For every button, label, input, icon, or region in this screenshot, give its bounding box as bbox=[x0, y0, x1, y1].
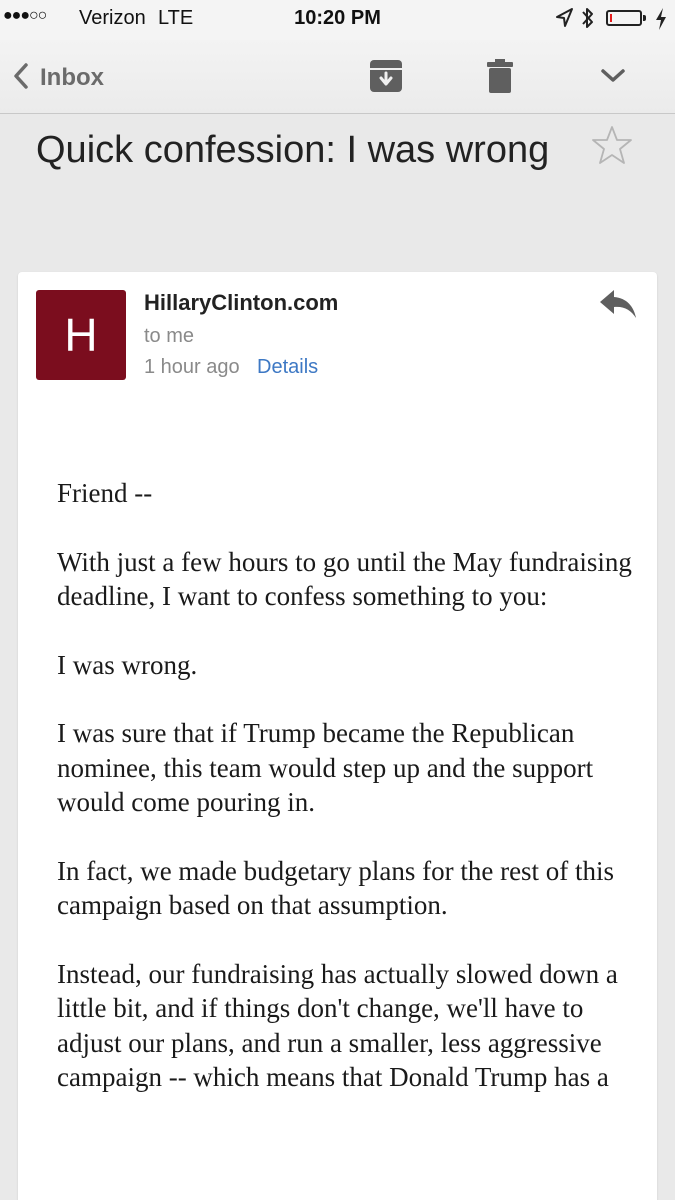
message-time: 1 hour ago bbox=[144, 356, 240, 378]
back-chevron-icon bbox=[10, 56, 32, 101]
reply-button[interactable] bbox=[596, 286, 640, 322]
star-button[interactable] bbox=[590, 124, 634, 168]
back-label: Inbox bbox=[40, 64, 104, 91]
archive-icon bbox=[369, 59, 403, 98]
delete-button[interactable] bbox=[480, 58, 520, 98]
body-paragraph: In fact, we made budgetary plans for the rest of this campaign based on that assumption. bbox=[57, 855, 615, 920]
bluetooth-icon bbox=[580, 5, 596, 37]
back-to-inbox-button[interactable] bbox=[10, 58, 104, 98]
carrier-name: Verizon bbox=[79, 7, 146, 29]
signal-strength-icon: ●●●○○ bbox=[3, 7, 47, 24]
message-body bbox=[57, 476, 647, 1129]
location-arrow-icon bbox=[554, 6, 574, 36]
reply-icon bbox=[596, 309, 640, 326]
recipient-line: to me bbox=[144, 325, 195, 347]
more-options-button[interactable] bbox=[593, 58, 633, 98]
network-type: LTE bbox=[158, 7, 194, 29]
email-subject: Quick confession: I was wrong bbox=[36, 129, 550, 171]
details-link[interactable]: Details bbox=[257, 356, 319, 378]
battery-level bbox=[610, 14, 612, 22]
email-toolbar bbox=[0, 40, 675, 114]
chevron-down-icon bbox=[600, 67, 626, 90]
charging-bolt-icon bbox=[654, 6, 668, 38]
body-paragraph: With just a few hours to go until the May fundraising deadline, I want to confess something to you: bbox=[57, 546, 632, 611]
status-bar bbox=[0, 0, 675, 40]
status-time: 10:20 PM bbox=[294, 7, 381, 29]
battery-icon bbox=[606, 10, 642, 26]
body-paragraph: I was sure that if Trump became the Republican nominee, this team would step up and the support would come pouring in. bbox=[57, 718, 594, 817]
archive-button[interactable] bbox=[366, 58, 406, 98]
trash-icon bbox=[486, 58, 514, 99]
sender-avatar: H bbox=[36, 290, 126, 380]
sender-name: HillaryClinton.com bbox=[144, 290, 339, 315]
body-paragraph: Instead, our fundraising has actually slowed down a little bit, and if things don't change, we'll have to adjust our plans, and run a smaller, less aggressive campaign -- which means that Donald Trump has a bbox=[57, 958, 618, 1092]
body-paragraph: I was wrong. bbox=[57, 649, 198, 680]
star-icon bbox=[590, 155, 634, 172]
body-paragraph: Friend -- bbox=[57, 478, 153, 508]
message-card bbox=[18, 272, 657, 1200]
